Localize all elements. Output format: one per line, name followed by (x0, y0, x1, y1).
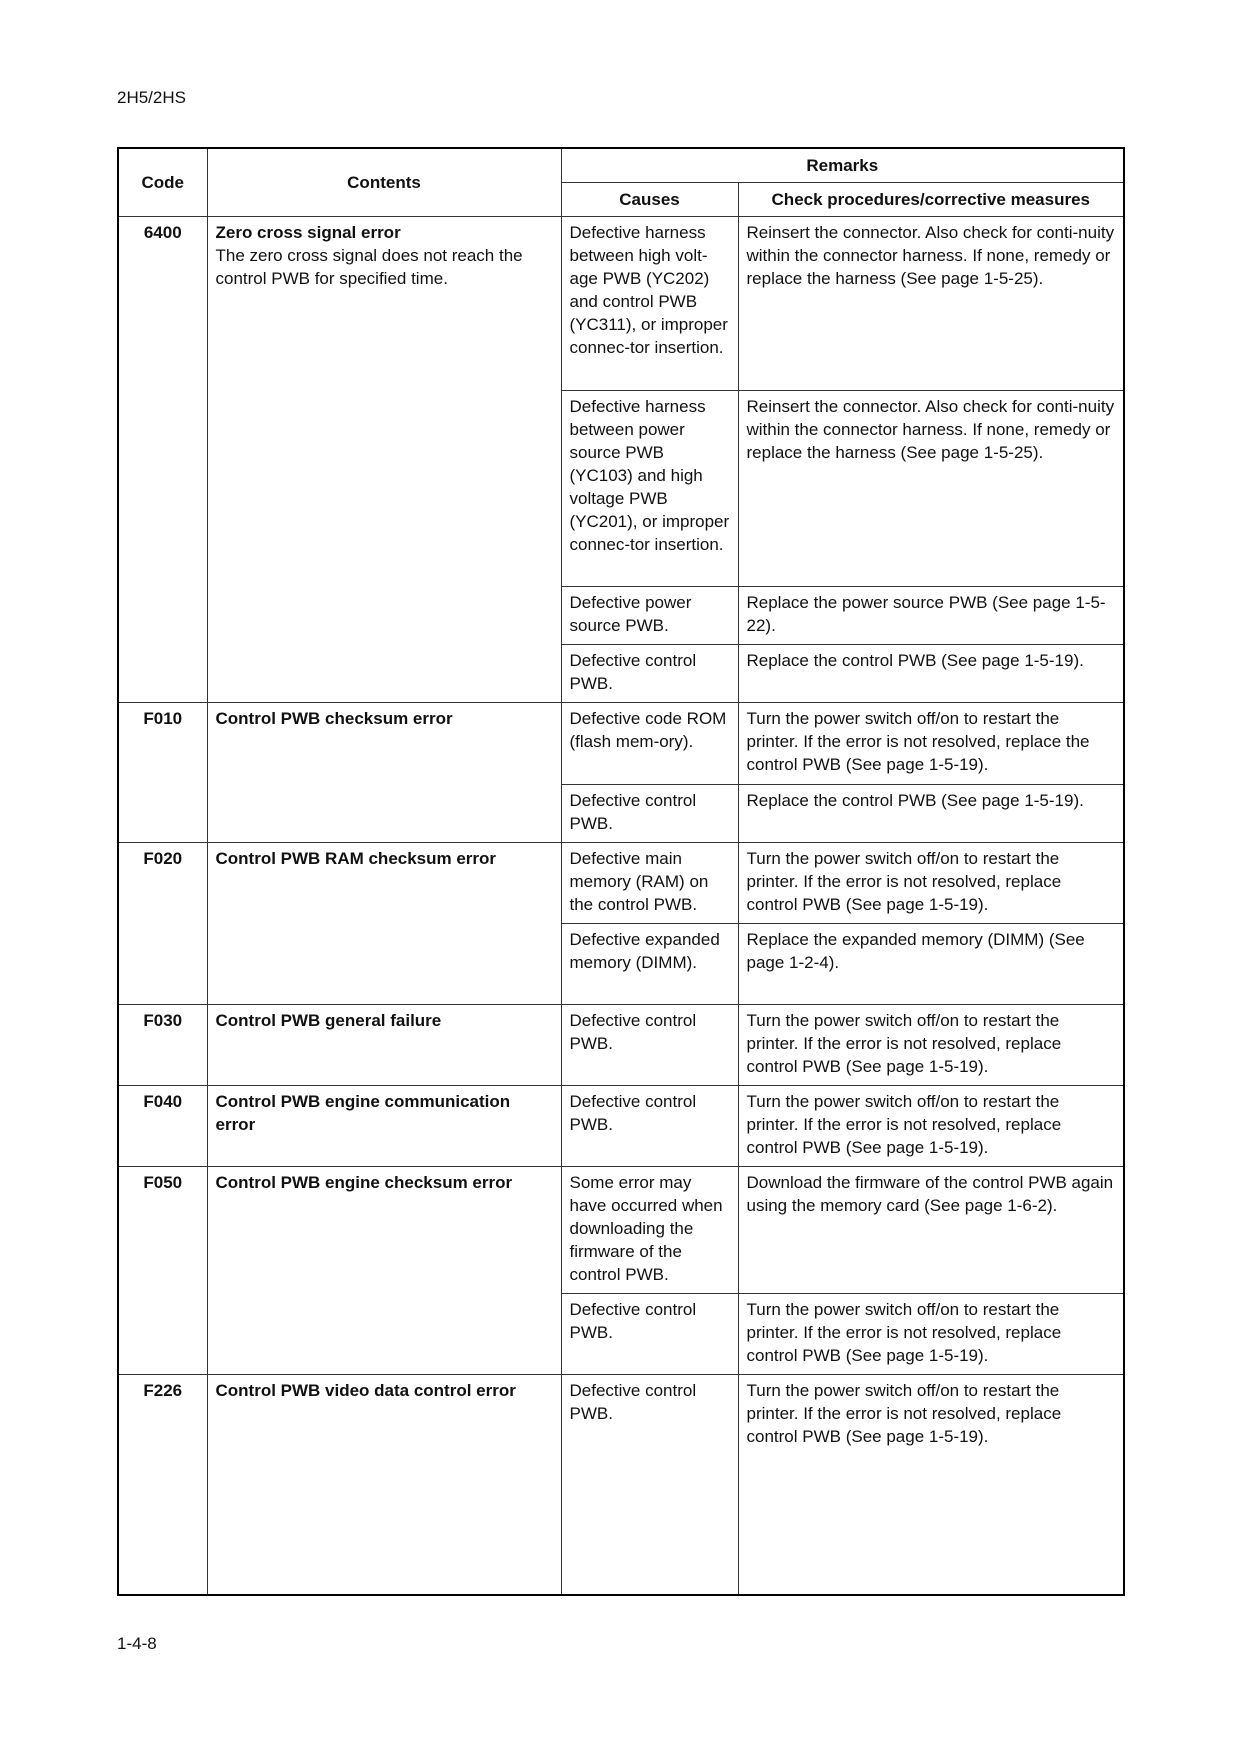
check-cell: Reinsert the connector. Also check for conti-nuity within the connector harness. If none, remedy or replace the harness (See page 1-5-25). (738, 391, 1124, 587)
error-code: F010 (118, 703, 207, 843)
page-number: 1-4-8 (117, 1634, 157, 1653)
cause-cell: Defective control PWB. (561, 645, 738, 703)
cause-cell: Defective control PWB. (561, 1086, 738, 1167)
error-title: Control PWB engine checksum error (215, 1173, 513, 1192)
error-code-table (117, 147, 1125, 1596)
error-code: F040 (118, 1086, 207, 1167)
cause-cell: Defective control PWB. (561, 1294, 738, 1375)
cause-cell: Defective harness between high volt-age PWB (YC202) and control PWB (YC311), or improper connec-tor insertion. (561, 217, 738, 391)
cause-cell: Defective code ROM (flash mem-ory). (561, 703, 738, 785)
error-code: F226 (118, 1375, 207, 1596)
error-title: Control PWB video data control error (215, 1381, 516, 1400)
error-contents (207, 1005, 561, 1086)
check-cell: Replace the expanded memory (DIMM) (See page 1-2-4). (738, 924, 1124, 1005)
error-contents (207, 1086, 561, 1167)
check-cell: Replace the power source PWB (See page 1-5-22). (738, 587, 1124, 645)
cause-cell: Some error may have occurred when downloading the firmware of the control PWB. (561, 1167, 738, 1294)
table-row (118, 1086, 1124, 1167)
check-cell: Reinsert the connector. Also check for conti-nuity within the connector harness. If none, remedy or replace the harness (See page 1-5-25). (738, 217, 1124, 391)
cause-cell: Defective expanded memory (DIMM). (561, 924, 738, 1005)
check-cell: Turn the power switch off/on to restart the printer. If the error is not resolved, replace the control PWB (See page 1-5-19). (738, 703, 1124, 785)
header-check: Check procedures/corrective measures (738, 183, 1124, 217)
error-code: F020 (118, 843, 207, 1005)
check-cell: Replace the control PWB (See page 1-5-19). (738, 645, 1124, 703)
cause-cell: Defective main memory (RAM) on the control PWB. (561, 843, 738, 924)
error-title: Control PWB engine communication error (215, 1092, 511, 1134)
table-row (118, 217, 1124, 391)
check-cell: Turn the power switch off/on to restart the printer. If the error is not resolved, replace control PWB (See page 1-5-19). (738, 843, 1124, 924)
error-code: 6400 (118, 217, 207, 703)
table-row (118, 1167, 1124, 1294)
table-row (118, 1005, 1124, 1086)
table-row (118, 1375, 1124, 1596)
cause-cell: Defective harness between power source PWB (YC103) and high voltage PWB (YC201), or improper connec-tor insertion. (561, 391, 738, 587)
header-causes: Causes (561, 183, 738, 217)
check-cell: Turn the power switch off/on to restart the printer. If the error is not resolved, replace control PWB (See page 1-5-19). (738, 1086, 1124, 1167)
error-title: Control PWB general failure (215, 1011, 442, 1030)
error-title: Control PWB checksum error (215, 709, 453, 728)
cause-cell: Defective control PWB. (561, 785, 738, 843)
error-code: F050 (118, 1167, 207, 1375)
check-cell: Download the firmware of the control PWB again using the memory card (See page 1-6-2). (738, 1167, 1124, 1294)
page-header: 2H5/2HS (117, 88, 186, 107)
check-cell: Turn the power switch off/on to restart the printer. If the error is not resolved, replace control PWB (See page 1-5-19). (738, 1294, 1124, 1375)
error-description: The zero cross signal does not reach the control PWB for specified time. (215, 246, 523, 288)
error-contents (207, 703, 561, 843)
table-row (118, 843, 1124, 924)
error-contents (207, 1167, 561, 1375)
cause-cell: Defective control PWB. (561, 1375, 738, 1596)
cause-cell: Defective control PWB. (561, 1005, 738, 1086)
table-row (118, 703, 1124, 785)
header-remarks: Remarks (561, 148, 1124, 183)
error-contents (207, 843, 561, 1005)
error-title: Zero cross signal error (215, 223, 401, 242)
header-code: Code (118, 148, 207, 217)
error-title: Control PWB RAM checksum error (215, 849, 497, 868)
cause-cell: Defective power source PWB. (561, 587, 738, 645)
check-cell: Turn the power switch off/on to restart the printer. If the error is not resolved, replace control PWB (See page 1-5-19). (738, 1005, 1124, 1086)
error-contents (207, 217, 561, 703)
error-contents (207, 1375, 561, 1596)
header-contents: Contents (207, 148, 561, 217)
check-cell: Turn the power switch off/on to restart the printer. If the error is not resolved, replace control PWB (See page 1-5-19). (738, 1375, 1124, 1596)
error-code: F030 (118, 1005, 207, 1086)
check-cell: Replace the control PWB (See page 1-5-19). (738, 785, 1124, 843)
